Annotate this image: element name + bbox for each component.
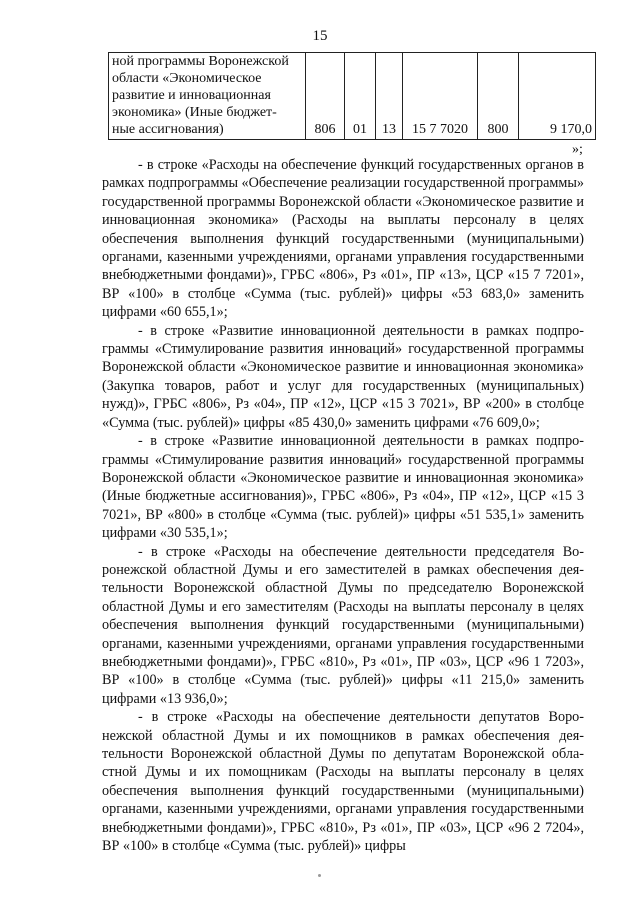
table-cell-grbs: 806 (306, 53, 345, 140)
table-closing-quote: »; (572, 142, 583, 157)
description-line: развитие и инновационная (112, 88, 271, 103)
table-cell-vr: 800 (478, 53, 519, 140)
table-cell-description (109, 53, 306, 140)
document-body (102, 156, 584, 855)
paragraph: - в строке «Расходы на обеспечение функций государственных органов в рамках подпрограммы «Обеспечение реализации государственной программы» государственной программы Воронежской области «Экономическое развитие и инновационная экономика» (Расходы на выплаты персоналу в целях обеспечения выполнения функций государственными (муниципальными) органами, казенными учреждениями, органами управления государственными внебюджетными фондами)», ГРБС «806», Рз «01», ПР «13», ЦСР «15 7 7201», ВР «100» в столбце «Сумма (тыс. рублей)» цифры «53 683,0» заменить цифрами «60 655,1»; (102, 157, 584, 321)
table-cell-csr: 15 7 7020 (403, 53, 478, 140)
paragraph: - в строке «Развитие инновационной деятельности в рамках подпрограммы «Стимулирование развития инноваций» государственной программы Воронежской области «Экономическое развитие и инновационная экономика» (Иные бюджетные ассигнования)», ГРБС «806», Рз «04», ПР «12», ЦСР «15 3 7021», ВР «800» в столбце «Сумма (тыс. рублей)» цифры «51 535,1» заменить цифрами «30 535,1»; (102, 433, 584, 542)
description-line: области «Экономическое (112, 71, 262, 86)
scan-dot (318, 874, 321, 877)
budget-table (108, 52, 596, 140)
description-line: экономика» (Иные бюджет- (112, 105, 277, 120)
table-cell-sum: 9 170,0 (519, 53, 596, 140)
page-number: 15 (312, 28, 328, 44)
paragraph: - в строке «Расходы на обеспечение деятельности депутатов Воронежской областной Думы и их помощников в рамках обеспечения деятельности Воронежской областной Думы по депутатам Воронежской областной Думы и их помощникам (Расходы на выплаты персоналу в целях обеспечения выполнения функций государственными (муниципальными) органами, казенными учреждениями, органами управления государственными внебюджетными фондами)», ГРБС «810», Рз «01», ПР «03», ЦСР «96 2 7204», ВР «100» в столбце «Сумма (тыс. рублей)» цифры (102, 709, 584, 855)
table-cell-rz: 01 (345, 53, 376, 140)
description-line: ной программы Воронежской (112, 54, 289, 69)
table-row (109, 53, 596, 140)
paragraph: - в строке «Расходы на обеспечение деятельности председателя Воронежской областной Думы и его заместителей в рамках обеспечения деятельности Воронежской областной Думы по председателю Воронежской областной Думы и его заместителям (Расходы на выплаты персоналу в целях обеспечения выполнения функций государственными (муниципальными) органами, казенными учреждениями, органами управления государственными внебюджетными фондами)», ГРБС «810», Рз «01», ПР «03», ЦСР «96 1 7203», ВР «100» в столбце «Сумма (тыс. рублей)» цифры «11 215,0» заменить цифрами «13 936,0»; (102, 543, 584, 707)
table-cell-pr: 13 (376, 53, 403, 140)
paragraph: - в строке «Развитие инновационной деятельности в рамках подпрограммы «Стимулирование развития инноваций» государственной программы Воронежской области «Экономическое развитие и инновационная экономика» (Закупка товаров, работ и услуг для государственных (муниципальных) нужд)», ГРБС «806», Рз «04», ПР «12», ЦСР «15 3 7021», ВР «200» в столбце «Сумма (тыс. рублей)» цифры «85 430,0» заменить цифрами «76 609,0»; (102, 322, 584, 431)
description-line: ные ассигнования) (112, 122, 224, 137)
